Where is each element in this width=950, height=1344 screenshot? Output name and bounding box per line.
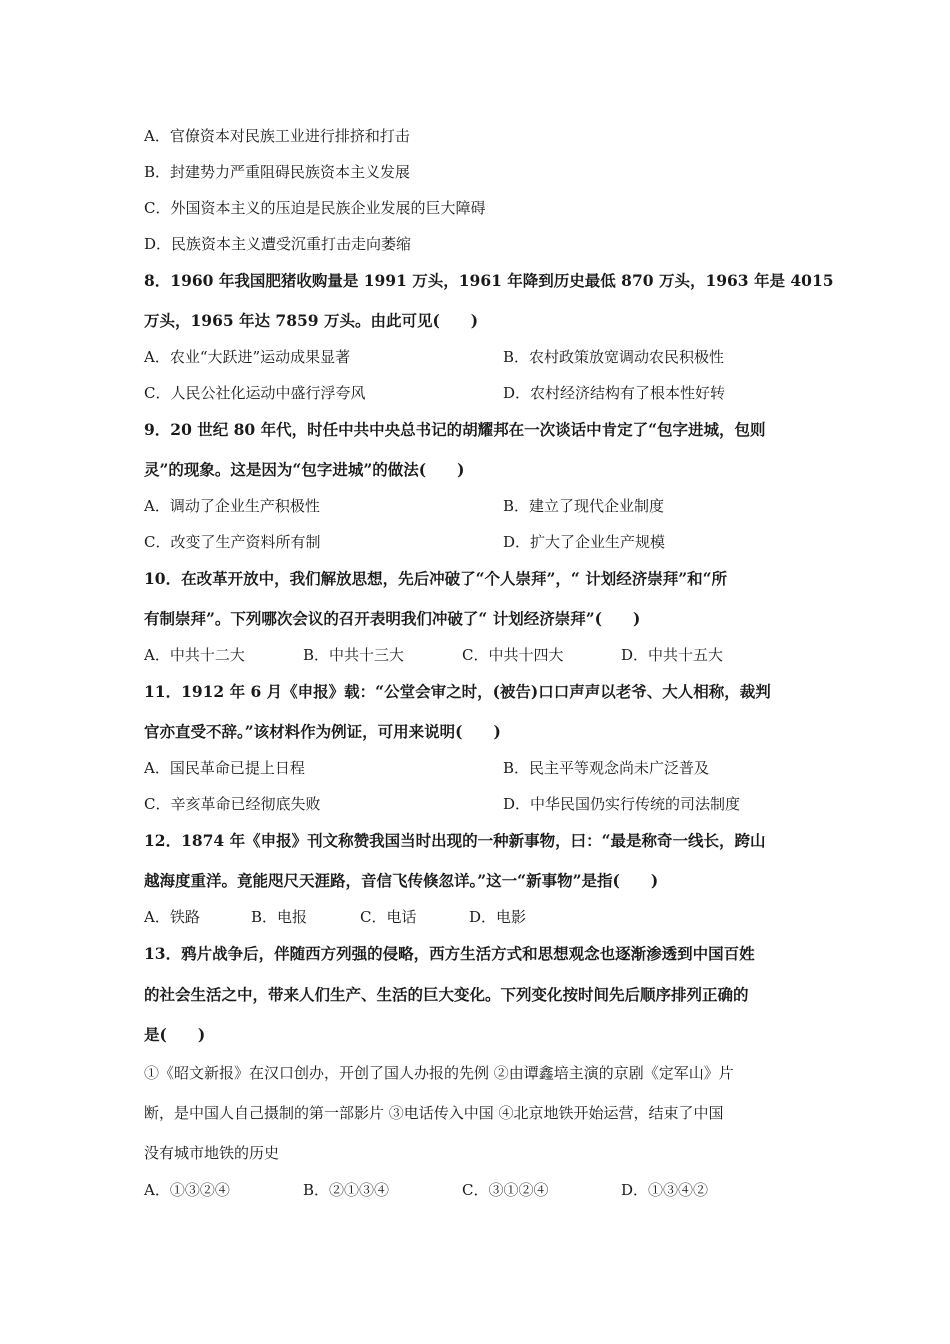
q13-stem-line-1: 13．鸦片战争后，伴随西方列强的侵略，西方生活方式和思想观念也逐渐渗透到中国百姓	[144, 944, 755, 963]
q10-stem-line-1: 10．在改革开放中，我们解放思想，先后冲破了“个人崇拜”，“ 计划经济崇拜”和“所	[144, 569, 728, 588]
q12-option-c: C．电话	[360, 908, 417, 926]
q11-option-a: A．国民革命已提上日程	[144, 759, 305, 777]
q12-option-d: D．电影	[469, 908, 527, 926]
q10-option-a: A．中共十二大	[144, 646, 245, 664]
q12-option-b: B．电报	[251, 908, 308, 926]
q13-stem-line-2: 的社会生活之中，带来人们生产、生活的巨大变化。下列变化按时间先后顺序排列正确的	[144, 985, 749, 1004]
q10-option-d: D．中共十五大	[621, 646, 724, 664]
q8-option-c: C．人民公社化运动中盛行浮夸风	[144, 384, 366, 402]
q13-option-a: A．①③②④	[144, 1181, 230, 1199]
q13-material-line-2: 断，是中国人自己摄制的第一部影片 ③电话传入中国 ④北京地铁开始运营，结束了中国	[144, 1104, 724, 1122]
q10-option-b: B．中共十三大	[303, 646, 405, 664]
q9-option-b: B．建立了现代企业制度	[503, 497, 665, 515]
q7-option-a: A．官僚资本对民族工业进行排挤和打击	[144, 127, 410, 145]
q12-stem-line-2: 越海度重洋。竟能咫尺天涯路，音信飞传倏忽详。”这一“新事物”是指( )	[144, 871, 659, 890]
q9-stem-line-2: 灵”的现象。这是因为“包字进城”的做法( )	[144, 460, 465, 479]
q13-material-line-3: 没有城市地铁的历史	[144, 1144, 280, 1162]
q10-option-c: C．中共十四大	[462, 646, 564, 664]
q13-material-line-1: ①《昭文新报》在汉口创办，开创了国人办报的先例 ②由谭鑫培主演的京剧《定军山》片	[144, 1064, 734, 1082]
q7-option-d: D．民族资本主义遭受沉重打击走向萎缩	[144, 235, 412, 253]
q13-option-d: D．①③④②	[621, 1181, 709, 1199]
q8-stem-line-2: 万头，1965 年达 7859 万头。由此可见( )	[144, 311, 479, 330]
q9-option-d: D．扩大了企业生产规模	[503, 533, 666, 551]
q8-option-b: B．农村政策放宽调动农民积极性	[503, 348, 725, 366]
q13-stem-line-3: 是( )	[144, 1025, 206, 1044]
q11-option-d: D．中华民国仍实行传统的司法制度	[503, 795, 741, 813]
q11-option-c: C．辛亥革命已经彻底失败	[144, 795, 321, 813]
q8-option-d: D．农村经济结构有了根本性好转	[503, 384, 726, 402]
q8-stem-line-1: 8．1960 年我国肥猪收购量是 1991 万头，1961 年降到历史最低 870 万头，1963 年是 4015	[144, 271, 834, 290]
q11-stem-line-1: 11．1912 年 6 月《申报》载：“公堂会审之时，(被告)口口声声以老爷、大人相称，裁判	[144, 682, 771, 701]
q9-option-c: C．改变了生产资料所有制	[144, 533, 321, 551]
q11-stem-line-2: 官亦直受不辞。”该材料作为例证，可用来说明( )	[144, 722, 501, 741]
q9-option-a: A．调动了企业生产积极性	[144, 497, 320, 515]
q10-stem-line-2: 有制崇拜”。下列哪次会议的召开表明我们冲破了“ 计划经济崇拜”( )	[144, 609, 641, 628]
q13-option-c: C．③①②④	[462, 1181, 549, 1199]
q11-option-b: B．民主平等观念尚未广泛普及	[503, 759, 710, 777]
q7-option-b: B．封建势力严重阻碍民族资本主义发展	[144, 163, 411, 181]
q12-stem-line-1: 12．1874 年《申报》刊文称赞我国当时出现的一种新事物，曰：“最是称奇一线长，跨山	[144, 831, 766, 850]
q8-option-a: A．农业“大跃进”运动成果显著	[144, 348, 351, 366]
q7-option-c: C．外国资本主义的压迫是民族企业发展的巨大障碍	[144, 199, 486, 217]
q13-option-b: B．②①③④	[303, 1181, 390, 1199]
q12-option-a: A．铁路	[144, 908, 200, 926]
q9-stem-line-1: 9．20 世纪 80 年代，时任中共中央总书记的胡耀邦在一次谈话中肯定了“包字进城，包则	[144, 420, 766, 439]
